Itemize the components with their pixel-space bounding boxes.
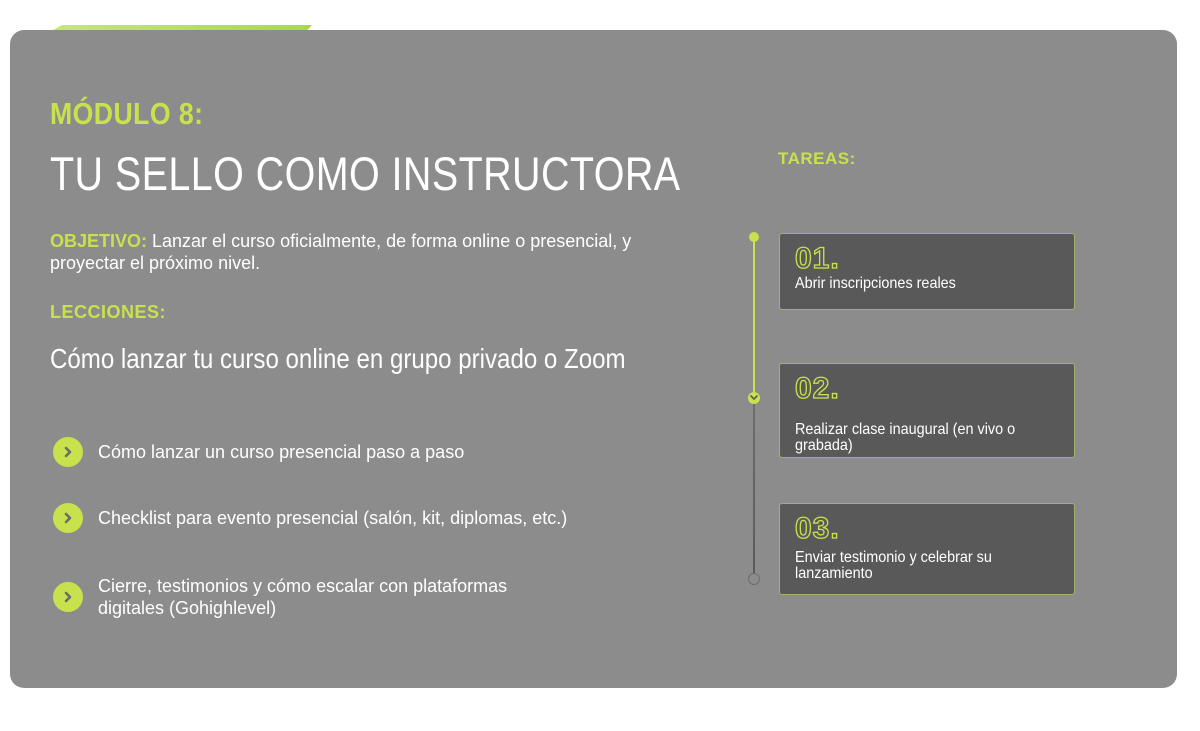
task-number: 02. [795,372,840,405]
lesson-item-text: Checklist para evento presencial (salón, kit, diplomas, etc.) [98,508,568,528]
task-card [779,233,1075,310]
task-card [779,503,1075,595]
chevron-right-icon [53,503,83,533]
task-number: 01. [795,242,840,275]
objective-description: Lanzar el curso oficialmente, de forma online o presencial, y proyectar el próximo nivel. [50,231,632,273]
chevron-right-icon [53,437,83,467]
module-label: MÓDULO 8: [50,96,204,131]
timeline-start-dot [749,232,759,242]
timeline-end-dot [748,573,760,585]
chevron-right-icon [53,582,83,612]
timeline-line-completed [753,238,755,398]
lesson-item-text: Cierre, testimonios y cómo escalar con plataformas digitales (Gohighlevel) [98,576,508,618]
lessons-label: LECCIONES: [50,302,167,322]
lesson-item-text: Cómo lanzar un curso presencial paso a paso [98,442,465,462]
lesson-item [53,575,573,619]
objective-text [50,230,650,274]
objective-label: OBJETIVO: [50,231,148,251]
task-text: Enviar testimonio y celebrar su lanzamiento [795,549,992,582]
task-text: Realizar clase inaugural (en vivo o grabada) [795,421,1016,454]
timeline-line-pending [753,398,755,578]
task-card [779,363,1075,458]
lesson-main: Cómo lanzar tu curso online en grupo privado o Zoom [50,343,626,374]
tasks-label: TAREAS: [778,149,856,168]
chevron-down-icon [748,392,760,404]
lesson-item [53,437,573,467]
module-title: TU SELLO COMO INSTRUCTORA [50,147,681,200]
task-text: Abrir inscripciones reales [795,275,956,292]
task-number: 03. [795,512,840,545]
lesson-item [53,503,573,533]
